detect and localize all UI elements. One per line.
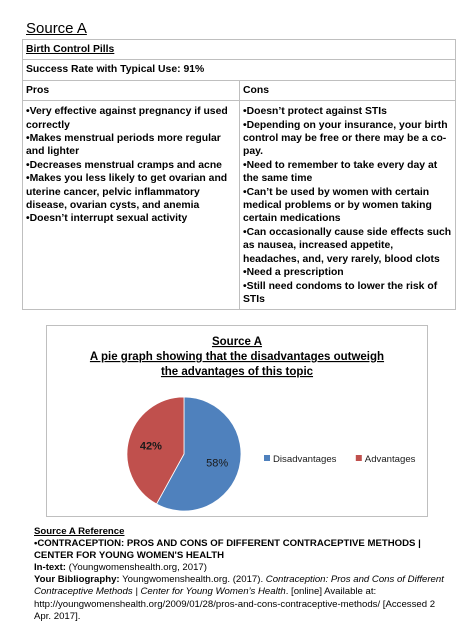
pros-item: •Makes menstrual periods more regular and lighter [26,133,221,158]
reference-section [34,526,454,623]
chart-subtitle-line-1: A pie graph showing that the disadvantages outweigh [89,351,385,363]
cons-item: •Can’t be used by women with certain medical problems or by women taking certain medications [243,186,432,225]
pros-cons-table [22,39,456,310]
reference-bibliography [34,574,454,622]
bibliography-post: . [online] Available at: http://youngwomenshealth.org/2009/01/28/pros-and-cons-contraceptive-methods/ [Accessed 2 Apr. 2017]. [34,586,436,622]
data-label-disadvantages: 58% [206,457,229,470]
pie-chart-container [46,325,428,517]
cons-item: •Doesn’t protect against STIs [243,106,387,118]
cons-item: •Still need condoms to lower the risk of STIs [243,280,438,305]
page-title: Source A [26,20,87,37]
cons-item: •Need a prescription [243,267,344,279]
intext-label: In-text: [34,562,66,574]
chart-title: Source A [211,336,263,348]
legend-label-advantages: Advantages [364,454,416,465]
cons-cell [240,101,456,310]
intext-value: (Youngwomenshealth.org, 2017) [65,562,207,574]
pros-header: Pros [23,80,240,100]
bibliography-title: Contraception: Pros and Cons of Different Contraceptive Methods | Center for Young Women’s Health [34,574,444,598]
cons-item: •Need to remember to take every day at the same time [243,159,438,185]
pros-item: •Doesn’t interrupt sexual activity [26,213,188,225]
bibliography-label: Your Bibliography: [34,574,120,586]
legend-label-disadvantages: Disadvantages [273,454,337,465]
success-rate-cell [23,60,456,80]
table-title-cell [23,40,456,60]
pros-item: •Decreases menstrual cramps and acne [26,159,222,171]
legend-swatch-disadvantages [264,455,270,461]
pie-chart [47,326,427,516]
pros-item: •Makes you less likely to get ovarian and uterine cancer, pelvic inflammatory disease, ovarian cysts, and anemia [26,173,228,212]
pros-item: •Very effective against pregnancy if used correctly [26,106,228,131]
chart-subtitle-line-2: the advantages of this topic [160,366,314,378]
table-title: Birth Control Pills [26,44,115,55]
reference-title: Source A Reference [34,526,125,537]
reference-intext [34,562,454,574]
cons-item: •Depending on your insurance, your birth control may be free or there may be a co-pay. [243,119,448,158]
cons-header: Cons [240,80,456,100]
data-label-advantages: 42% [139,440,162,453]
success-rate: Success Rate with Typical Use: 91% [26,64,205,76]
bibliography-pre: Youngwomenshealth.org. (2017). [119,574,266,586]
cons-item: •Can occasionally cause side effects such as nausea, increased appetite, headaches, and, very rarely, blood clots [243,226,452,265]
legend-swatch-advantages [356,455,362,461]
pros-cell [23,101,240,310]
reference-source-line: •CONTRACEPTION: PROS AND CONS OF DIFFERENT CONTRACEPTIVE METHODS | CENTER FOR YOUNG WOMEN'S HEALTH [34,538,421,562]
